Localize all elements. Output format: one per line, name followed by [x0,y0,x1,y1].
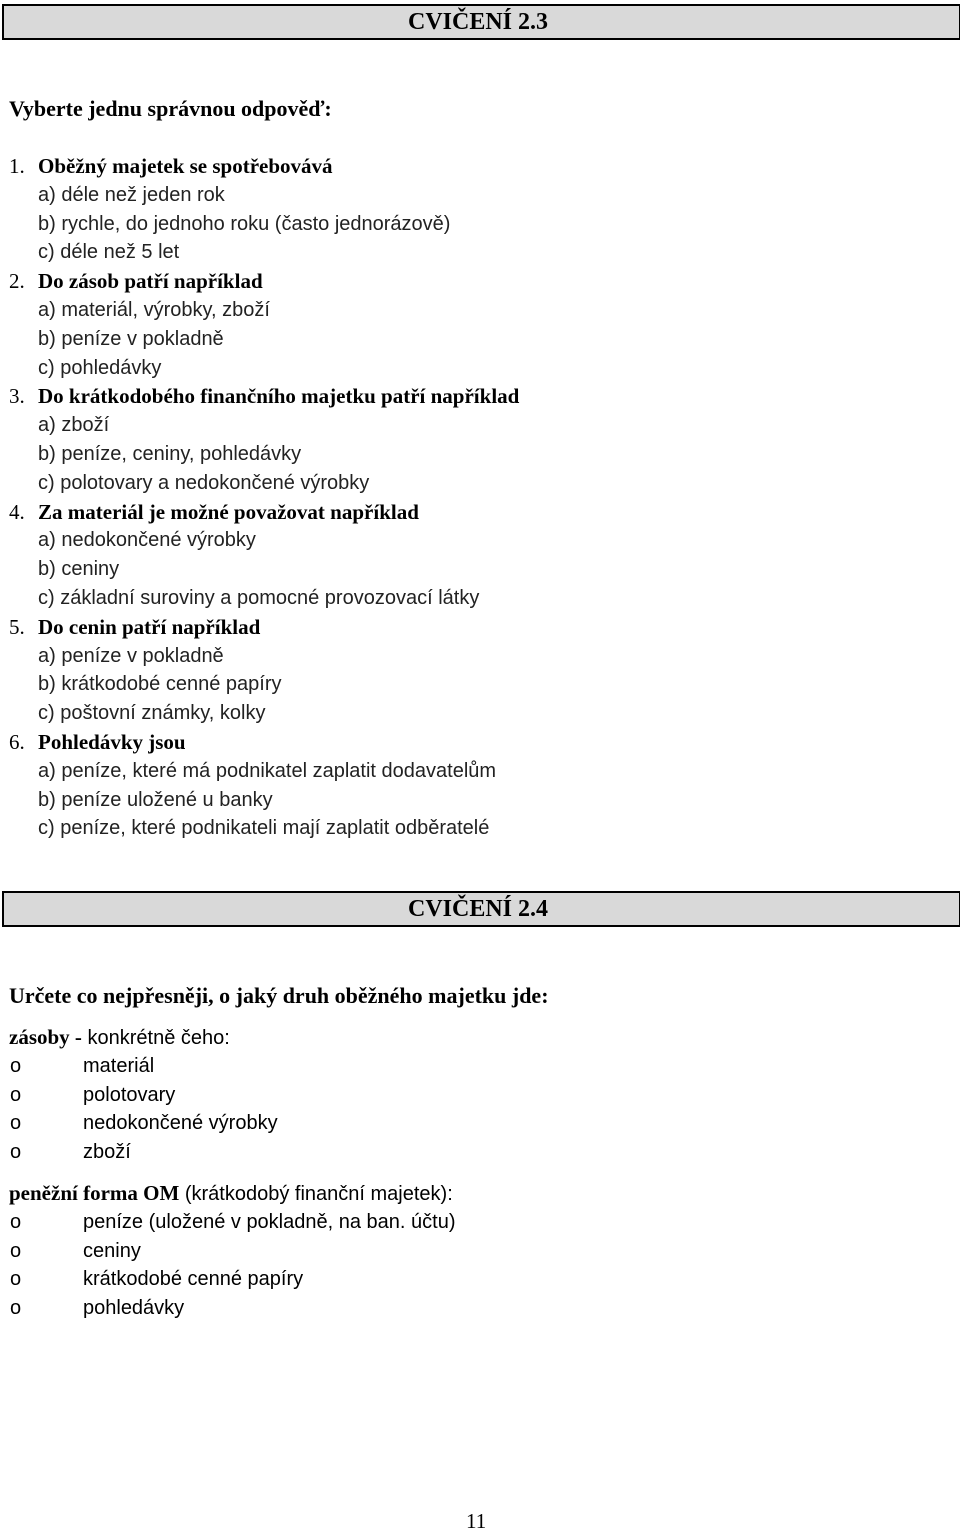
question-number: 1. [9,154,25,178]
question [9,730,186,754]
exercise-instruction: Určete co nejpřesněji, o jaký druh oběžného majetku jde: [9,983,549,1008]
answer-option: c) základní suroviny a pomocné provozovací látky [38,587,480,609]
question-number: 2. [9,269,25,294]
question-text: Do zásob patří například [38,269,263,294]
answer-option: b) peníze, ceniny, pohledávky [38,443,302,465]
question [9,384,519,408]
answer-option: a) déle než jeden rok [38,183,225,206]
list-item [10,1054,154,1078]
exercise-instruction: Vyberte jednu správnou odpověď: [9,96,332,121]
question [9,615,260,639]
page-number: 11 [466,1509,487,1533]
list-item-text: krátkodobé cenné papíry [83,1268,304,1291]
answer-option: a) peníze v pokladně [38,644,224,667]
answer-option: c) déle než 5 let [38,241,180,264]
question-number: 6. [9,730,25,754]
list-item-text: polotovary [83,1083,176,1106]
bullet-marker: o [10,1268,22,1291]
question [9,500,419,524]
bullet-marker: o [10,1141,22,1164]
bullet-marker: o [10,1239,22,1262]
bullet-marker: o [10,1210,22,1233]
question-text: Do cenin patří například [38,614,261,639]
exercise-title: CVIČENÍ 2.3 [408,9,549,35]
bullet-marker: o [10,1083,22,1106]
list-item-text: peníze (uložené v pokladně, na ban. účtu) [83,1210,456,1233]
question-number: 4. [9,499,25,524]
category-description: konkrétně čeho: [81,1027,230,1049]
bullet-marker: o [10,1054,22,1077]
question-text: Do krátkodobého finančního majetku patří například [38,384,520,409]
answer-option: b) krátkodobé cenné papíry [38,673,282,696]
answer-option: c) peníze, které podnikateli mají zaplatit odběratelé [38,817,490,840]
category-name: zásoby - [9,1025,82,1049]
answer-option: a) materiál, výrobky, zboží [38,299,270,321]
answer-option: c) poštovní známky, kolky [38,702,266,725]
answer-option: a) nedokončené výrobky [38,529,256,552]
bullet-marker: o [10,1112,22,1135]
category-name: peněžní forma OM [9,1181,180,1205]
list-item-text: zboží [83,1141,131,1164]
list-item-text: materiál [83,1054,155,1077]
list-item-text: nedokončené výrobky [83,1112,278,1135]
answer-option: a) zboží [38,414,110,437]
list-item-text: ceniny [83,1239,141,1262]
answer-option: b) peníze uložené u banky [38,788,273,811]
list-item-text: pohledávky [83,1297,185,1320]
category-heading [9,1025,230,1050]
list-item [10,1140,131,1164]
question-number: 3. [9,384,25,409]
list-item [10,1296,184,1320]
answer-option: c) pohledávky [38,356,162,379]
question-text: Oběžný majetek se spotřebovává [38,154,333,178]
answer-option: b) peníze v pokladně [38,327,224,350]
category-heading [9,1181,453,1206]
question [9,269,263,293]
question [9,154,333,178]
question-text: Za materiál je možné považovat například [38,499,419,524]
bullet-marker: o [10,1297,22,1320]
list-item [10,1111,278,1135]
answer-option: a) peníze, které má podnikatel zaplatit dodavatelům [38,759,497,782]
list-item [10,1083,175,1107]
answer-option: c) polotovary a nedokončené výrobky [38,471,370,494]
exercise-title: CVIČENÍ 2.4 [408,896,549,922]
list-item [10,1210,455,1234]
question-text: Pohledávky jsou [38,730,186,754]
list-item [10,1239,141,1263]
exercise-2-3-header [2,4,960,40]
answer-option: b) ceniny [38,558,120,581]
exercise-2-4-header [2,891,960,927]
answer-option: b) rychle, do jednoho roku (často jednorázově) [38,212,451,235]
question-number: 5. [9,614,25,639]
category-description: (krátkodobý finanční majetek): [179,1183,453,1205]
list-item [10,1267,303,1291]
